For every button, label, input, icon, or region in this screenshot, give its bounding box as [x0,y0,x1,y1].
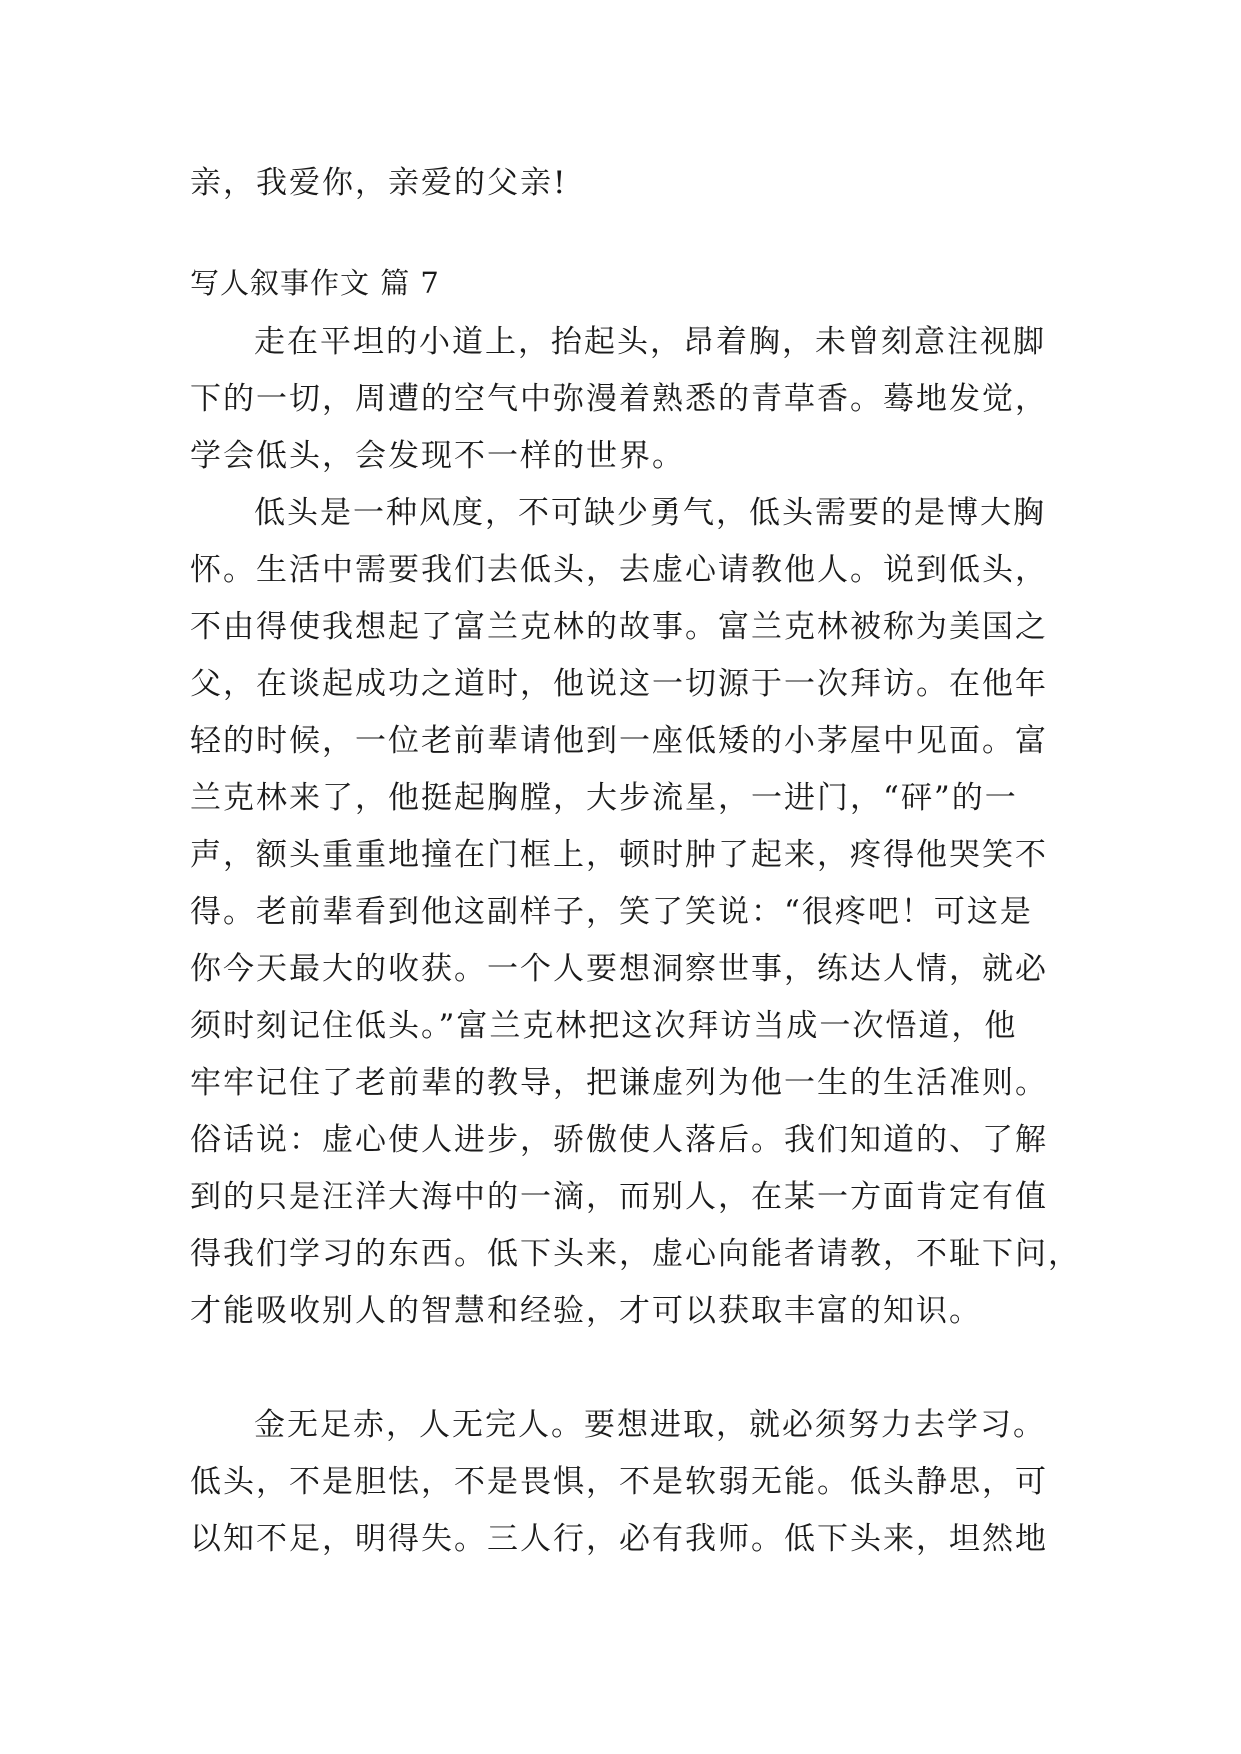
paragraph-line: 怀。生活中需要我们去低头，去虚心请教他人。说到低头， [190,552,1048,588]
paragraph-line: 下的一切，周遭的空气中弥漫着熟悉的青草香。蓦地发觉， [190,381,1048,417]
paragraph-line: 得我们学习的东西。低下头来，虚心向能者请教，不耻下问， [190,1236,1081,1272]
paragraph-line: 轻的时候，一位老前辈请他到一座低矮的小茅屋中见面。富 [190,723,1048,759]
paragraph-line: 以知不足，明得失。三人行，必有我师。低下头来，坦然地 [190,1521,1048,1557]
paragraph-line: 走在平坦的小道上，抬起头，昂着胸，未曾刻意注视脚 [254,324,1046,360]
paragraph-2 [190,485,1081,1397]
paragraph-line: 得。老前辈看到他这副样子，笑了笑说：“很疼吧！可这是 [190,894,1033,930]
paragraph-line: 须时刻记住低头。”富兰克林把这次拜访当成一次悟道，他 [190,1008,1018,1044]
paragraph-line: 金无足赤，人无完人。要想进取，就必须努力去学习。 [254,1407,1046,1443]
paragraph-1 [190,314,1070,485]
paragraph-3 [190,1397,1070,1568]
paragraph-line: 牢牢记住了老前辈的教导，把谦虚列为他一生的生活准则。 [190,1065,1048,1101]
paragraph-line [190,1340,1070,1397]
paragraph-line: 俗话说：虚心使人进步，骄傲使人落后。我们知道的、了解 [190,1122,1048,1158]
paragraph-line: 不由得使我想起了富兰克林的故事。富兰克林被称为美国之 [190,609,1048,645]
lead-paragraph-line: 亲，我爱你，亲爱的父亲! [190,165,568,201]
paragraph-line: 声，额头重重地撞在门框上，顿时肿了起来，疼得他哭笑不 [190,837,1048,873]
paragraph-line: 父，在谈起成功之道时，他说这一切源于一次拜访。在他年 [190,666,1048,702]
paragraph-line: 低头，不是胆怯，不是畏惧，不是软弱无能。低头静思，可 [190,1464,1048,1500]
paragraph-line: 学会低头，会发现不一样的世界。 [190,438,685,474]
paragraph-line: 到的只是汪洋大海中的一滴，而别人，在某一方面肯定有值 [190,1179,1048,1215]
paragraph-line: 兰克林来了，他挺起胸膛，大步流星，一进门，“砰”的一 [190,780,1018,816]
paragraph-line: 你今天最大的收获。一个人要想洞察世事，练达人情，就必 [190,951,1048,987]
paragraph-line: 才能吸收别人的智慧和经验，才可以获取丰富的知识。 [190,1293,982,1329]
text-column [190,155,1081,1568]
section-title: 写人叙事作文 篇 7 [190,266,440,300]
paragraph-line: 低头是一种风度，不可缺少勇气，低头需要的是博大胸 [254,495,1046,531]
